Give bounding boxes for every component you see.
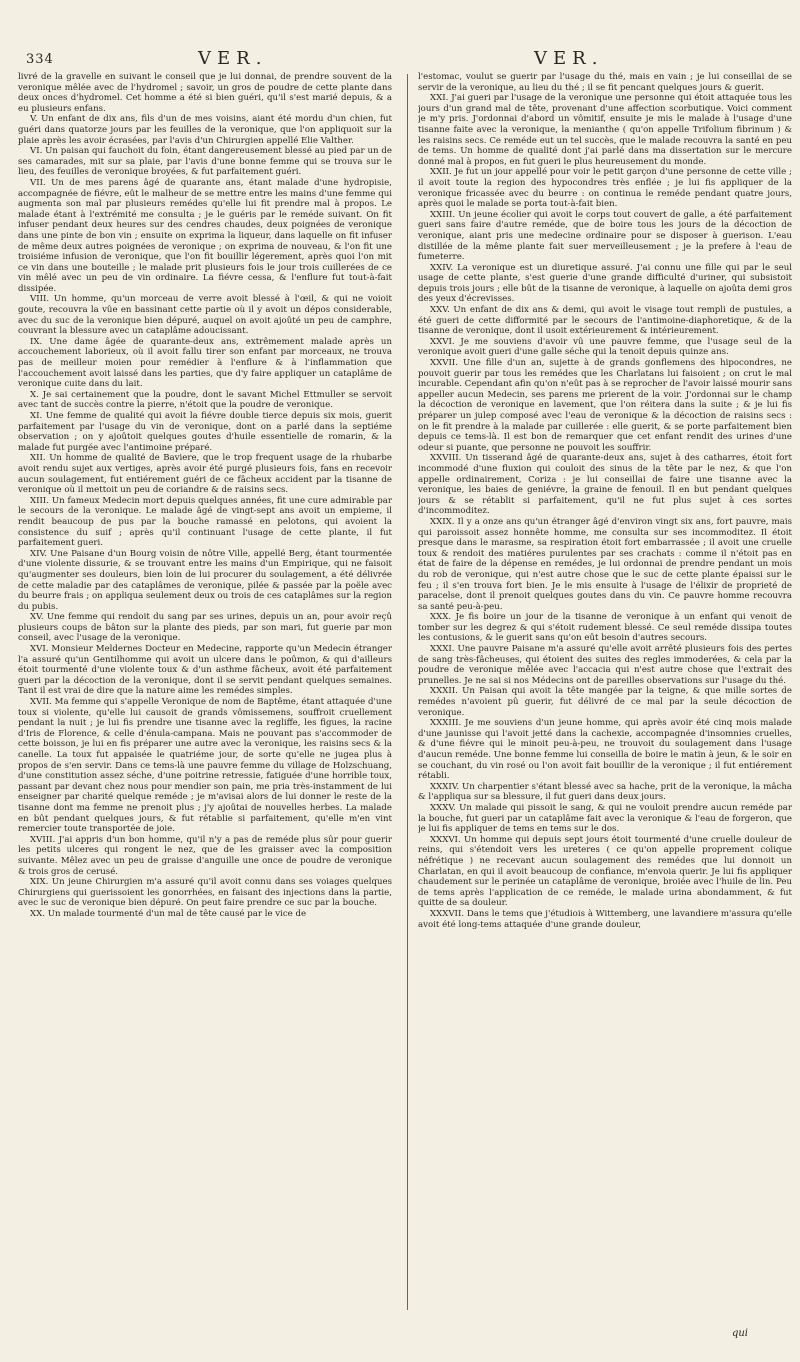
left-column bbox=[18, 72, 392, 1312]
paragraph: XIX. Un jeune Chirurgien m'a assuré qu'il avoit connu dans ses voiages quelques Chirurgiens qui guerissoient les gonorrhées, en faisant des injections dans la partie, avec le suc de veronique bien dépuré. On peut faire prendre ce suc par la bouche. bbox=[18, 877, 392, 909]
paragraph: XVII. Ma femme qui s'appelle Veronique de nom de Baptême, étant attaquée d'une toux si violente, qu'elle lui causoit de grands vômissemens, souffroit cruellement pendant la nuit ; je lui fis prendre une tisanne avec la regliffe, les figues, la racine d'Iris de Florence, & celle d'énula-campana. Mais ne pouvant pas s'accommoder de cette boisson, je lui en fis préparer une autre avec la veronique, les raisins secs & la canelle. La toux fut appaisée le quatriéme jour, de sorte qu'elle ne jugea plus à propos de s'en servir. Dans ce tems-là une pauvre femme du village de Holzschuang, d'une constitution assez séche, d'une poitrine retressie, fatiguée d'une horrible toux, passant par devant chez nous pour mendier son pain, me pria très-instamment de lui enseigner par charité quelque reméde ; je m'avisai alors de lui donner le reste de la tisanne dont ma femme ne prenoit plus ; j'y ajoûtai de nouvelles herbes. La malade en bût pendant quelques jours, & fut rétablie si parfaitement, qu'elle m'en vint remercier toute transportée de joie. bbox=[18, 697, 392, 835]
paragraph: XXXII. Un Paisan qui avoit la tête mangée par la teigne, & que mille sortes de remédes n'avoient pû guerir, fut délivré de ce mal par la seule décoction de veronique. bbox=[418, 686, 792, 718]
paragraph: XIII. Un fameux Medecin mort depuis quelques années, fit une cure admirable par le secours de la veronique. Le malade âgé de vingt-sept ans avoit un empieme, il rendit beaucoup de pus par la bouche ramassé en pelotons, qui avoient la consistence du suif ; après qu'il continuant l'usage de cette plante, il fut parfaitement gueri. bbox=[18, 495, 392, 549]
paragraph: XVIII. J'ai appris d'un bon homme, qu'il n'y a pas de reméde plus sûr pour guerir les petits ulceres qui rongent le nez, que de les graisser avec la composition suivante. Mêlez avec un peu de graisse d'anguille une once de poudre de veronique & trois gros de cerusé. bbox=[18, 834, 392, 877]
paragraph: IX. Une dame âgée de quarante-deux ans, extrêmement malade après un accouchement laborieux, où il avoit fallu tirer son enfant par morceaux, ne trouva pas de meilleur moien pour remédier à l'enflure & à l'inflammation que l'accouchement avoit laissé dans les parties, que d'y faire appliquer un cataplâme de veronique cuite dans du lait. bbox=[18, 336, 392, 390]
paragraph: livré de la gravelle en suivant le conseil que je lui donnai, de prendre souvent de la veronique mêlée avec de l'hydromel ; savoir, un gros de poudre de cette plante dans deux onces d'hydromel. Cet homme a été si bien guéri, qu'il s'est marié depuis, & a eu plusieurs enfans. bbox=[18, 72, 392, 114]
paragraph: XXVI. Je me souviens d'avoir vû une pauvre femme, que l'usage seul de la veronique avoit gueri d'une galle séche qui la tenoit depuis quinze ans. bbox=[418, 336, 792, 358]
paragraph: XVI. Monsieur Meldernes Docteur en Medecine, rapporte qu'un Medecin étranger l'a assuré qu'un Gentilhomme qui avoit un ulcere dans le poûmon, & qui d'ailleurs étoit tourmenté d'une violente toux & d'un asthme fâcheux, avoit été parfaitement gueri par la décoction de la veronique, dont il se servit pendant quelques semaines. Tant il est vrai de dire que la nature aime les remédes simples. bbox=[18, 644, 392, 697]
catchword: qui bbox=[731, 1328, 748, 1339]
paragraph: XXI. J'ai gueri par l'usage de la veronique une personne qui étoit attaquée tous les jours d'un grand mal de tête, provenant d'une affection scorbutique. Voici comment je m'y pris. J'ordonnai d'abord un vômitif, ensuite je mis le malade à l'usage d'une tisanne faite avec la veronique, la menianthe ( qu'on appelle Trifolium fibrinum ) & les raisins secs. Ce reméde eut un tel succès, que le malade recouvra la santé en peu de tems. Un homme de qualité dont j'ai parlé dans ma dissertation sur le mercure donné mal à propos, en fut gueri le plus heureusement du monde. bbox=[418, 93, 792, 167]
paragraph: XII. Un homme de qualité de Baviere, que le trop frequent usage de la rhubarbe avoit rendu sujet aux vertiges, après avoir été purgé plusieurs fois, fans en recevoir aucun soulagement, fut entiérement guéri de ce fâcheux accident par la tisanne de veronique où il mettoit un peu de coriandre & de raisins secs. bbox=[18, 453, 392, 496]
paragraph: X. Je sai certainement que la poudre, dont le savant Michel Ettmuller se servoit avec tant de succès contre la pierre, n'étoit que la poudre de veronique. bbox=[18, 389, 392, 411]
paragraph: XXIX. Il y a onze ans qu'un étranger âgé d'environ vingt six ans, fort pauvre, mais qui paroissoit assez honnête homme, me consulta sur ses incommoditez. Il étoit presque dans le marasme, sa respiration étoit fort embarrassée ; il avoit une cruelle toux & rendoit des matiéres purulentes par ses crachats : comme il n'étoit pas en état de faire de la dépense en remédes, je lui ordonnai de prendre pendant un mois du rob de veronique, qui n'est autre chose que le suc de cette plante épaissi sur le feu ; il s'en trouva fort bien. Je le mis ensuite à l'usage de l'élixir de proprieté de paracelse, dont il prenoit quelques goutes dans du vin. Ce pauvre homme recouvra sa santé peu-à-peu. bbox=[418, 516, 792, 612]
paragraph: XXII. Je fut un jour appellé pour voir le petit garçon d'une personne de cette ville ; il avoit toute la region des hypocondres très enflée ; je lui fis appliquer de la veronique fricassée avec du beurre : on continua le reméde pendant quatre jours, après quoi le malade se porta tout-à-fait bien. bbox=[418, 167, 792, 210]
paragraph: XXVIII. Un tisserand âgé de quarante-deux ans, sujet à des catharres, étoit fort incommodé d'une fluxion qui couloit des sinus de la tête par le nez, & que l'on appelle ordinairement, Coriza : je lui conseillai de faire une tisanne avec la veronique, les baies de geniévre, la graine de fenouil. Il en but pendant quelques jours & se rétablit si parfaitement, qu'il ne fut plus sujet à ces sortes d'incommoditez. bbox=[418, 453, 792, 517]
running-head-right: VER. bbox=[534, 48, 604, 69]
paragraph: XV. Une femme qui rendoit du sang par ses urines, depuis un an, pour avoir reçû plusieurs coups de bâton sur la plante des pieds, par son mari, fut guerie par mon conseil, avec l'usage de la veronique. bbox=[18, 612, 392, 644]
paragraph: VIII. Un homme, qu'un morceau de verre avoit blessé à l'œil, & qui ne voioit goute, recouvra la vûe en bassinant cette partie où il y avoit un dépos considerable, avec du suc de la veronique bien dépuré, auquel on avoit ajoûté un peu de camphre, couvrant la blessure avec un cataplâme adoucissant. bbox=[18, 294, 392, 337]
paragraph: XXVII. Une fille d'un an, sujette à de grands gonflemens des hipocondres, ne pouvoit guerir par tous les remédes que les Charlatans lui faisoient ; on crut le mal incurable. Cependant afin qu'on n'eût pas à se reprocher de l'avoir laissé mourir sans appeller aucun Medecin, ses parens me prierent de la voir. J'ordonnai sur le champ la décoction de veronique en lavement, que l'on réitera dans la suite ; & je lui fis préparer un julep composé avec l'eau de veronique & la décoction de raisins secs : on le fit prendre à la malade par cuillerée : elle guerit, & se porte parfaitement bien depuis ce tems-là. Il est bon de remarquer que cet enfant rendit des urines d'une odeur si puante, que personne ne pouvoit les souffrir. bbox=[418, 358, 792, 453]
paragraph: XI. Une femme de qualité qui avoit la fiévre double tierce depuis six mois, guerit parfaitement par l'usage du vin de veronique, dont on a parlé dans la septiéme observation ; on y ajoûtoit quelques goutes d'huile essentielle de romarin, & la malade fut purgée avec l'antimoine préparé. bbox=[18, 411, 392, 453]
paragraph: VI. Un paisan qui fauchoit du foin, étant dangereusement blessé au pied par un de ses camarades, mit sur sa plaie, par l'avis d'une bonne femme qui se trouva sur le lieu, des feuilles de veronique broyées, & fut parfaitement guéri. bbox=[18, 146, 392, 178]
paragraph: XIV. Une Paisane d'un Bourg voisin de nôtre Ville, appellé Berg, étant tourmentée d'une violente dissurie, & se trouvant entre les mains d'un Empirique, qui ne faisoit qu'augmenter ses douleurs, bien loin de lui procurer du soulagement, a été délivrée de cette maladie par des cataplâmes de veronique, pilée & passée par la poële avec du beurre frais ; on appliqua seulement deux ou trois de ces cataplâmes sur la region du pubis. bbox=[18, 548, 392, 612]
running-head-left: VER. bbox=[198, 48, 268, 69]
right-column bbox=[418, 72, 792, 1312]
paragraph: XXXIII. Je me souviens d'un jeune homme, qui après avoir été cinq mois malade d'une jaunisse qui l'avoit jetté dans la cachexie, accompagnée d'insomnies cruelles, & d'une fiévre qui le minoit peu-à-peu, ne trouvoit du soulagement dans l'usage d'aucun reméde. Une bonne femme lui conseilla de boire le matin à jeun, & le soir en se couchant, du vin rosé ou l'on avoit fait bouillir de la veronique ; il fut entiérement rétabli. bbox=[418, 718, 792, 782]
paragraph: VII. Un de mes parens âgé de quarante ans, étant malade d'une hydropisie, accompagnée de fiévre, eût le malheur de se mettre entre les mains d'une femme qui augmenta son mal par plusieurs remédes qu'elle lui fit prendre mal à propos. Le malade étant à l'extrémité me consulta ; je le guéris par le reméde suivant. On fit infuser pendant deux heures sur des cendres chaudes, deux poignées de veronique dans une pinte de bon vin ; ensuite on exprima la liqueur, dans laquelle on fit infuser de même deux autres poignées de veronique ; on exprima de nouveau, & l'on fit une troisiéme infusion de veronique, que l'on fit bouillir légerement, après quoi l'on mit ce vin dans une bouteille ; le malade prit plusieurs fois le jour trois cuillerées de ce vin mêlé avec un peu de vin ordinaire. La fiévre cessa, & l'enflure fut tout-à-fait dissipée. bbox=[18, 177, 392, 294]
paragraph: XXXVI. Un homme qui depuis sept jours étoit tourmenté d'une cruelle douleur de reins, qui s'étendoit vers les ureteres ( ce qu'on appelle proprement colique néfrétique ) ne recevant aucun soulagement des remédes que lui donnoit un Charlatan, en qui il avoit beaucoup de confiance, m'envoia querir. Je lui fis appliquer chaudement sur le perinée un cataplâme de veronique, broiée avec l'huile de lin. Peu de tems après l'application de ce reméde, le malade urina abondamment, & fut quitte de sa douleur. bbox=[418, 834, 792, 909]
paragraph: l'estomac, voulut se guerir par l'usage du thé, mais en vain ; je lui conseillai de se servir de la veronique, au lieu du thé ; il se fit pencant quelques jours & guerit. bbox=[418, 72, 792, 93]
paragraph: XXX. Je fis boire un jour de la tisanne de veronique à un enfant qui venoit de tomber sur les degrez & qui s'étoit rudement blessé. Ce seul reméde dissipa toutes les contusions, & le guerit sans qu'on eût besoin d'autres secours. bbox=[418, 612, 792, 644]
paragraph: XXXIV. Un charpentier s'étant blessé avec sa hache, prit de la veronique, la mâcha & l'appliqua sur sa blessure, il fut gueri dans deux jours. bbox=[418, 781, 792, 803]
page-number: 334 bbox=[26, 52, 54, 67]
paragraph: XXIV. La veronique est un diuretique assuré. J'ai connu une fille qui par le seul usage de cette plante, s'est guerie d'une grande difficulté d'uriner, qui subsistoit depuis trois jours ; elle bût de la tisanne de veronique, à laquelle on ajoûta demi gros des yeux d'écrevisses. bbox=[418, 262, 792, 305]
paragraph: XXXI. Une pauvre Paisane m'a assuré qu'elle avoit arrêté plusieurs fois des pertes de sang très-fâcheuses, qui étoient des suites des regles immoderées, & cela par la poudre de veronique mêlée avec l'accacia qui n'est autre chose que l'extrait des prunelles. Je ne sai si nos Médecins ont de pareilles observations sur l'usage du thé. bbox=[418, 644, 792, 686]
paragraph: XXV. Un enfant de dix ans & demi, qui avoit le visage tout rempli de pustules, a été gueri de cette difformité par le secours de l'antimoine-diaphoretique, & de la tisanne de veronique, dont il usoit extérieurement & intérieurement. bbox=[418, 305, 792, 337]
paragraph: XXXV. Un malade qui pissoit le sang, & qui ne vouloit prendre aucun reméde par la bouche, fut gueri par un cataplâme fait avec la veronique & l'eau de forgeron, que je lui fis appliquer de tems en tems sur le dos. bbox=[418, 802, 792, 835]
paragraph: XXXVII. Dans le tems que j'étudiois à Wittemberg, une lavandiere m'assura qu'elle avoit été long-tems attaquée d'une grande douleur, bbox=[418, 908, 792, 930]
paragraph: V. Un enfant de dix ans, fils d'un de mes voisins, aiant été mordu d'un chien, fut guéri dans quatorze jours par les feuilles de la veronique, que l'on appliquoit sur la plaie après les avoir écrasées, par l'avis d'un Chirurgien appellé Elie Valther. bbox=[18, 114, 392, 146]
paragraph: XX. Un malade tourmenté d'un mal de tête causé par le vice de bbox=[30, 908, 307, 919]
column-rule bbox=[407, 74, 408, 1310]
paragraph: XXIII. Un jeune écolier qui avoit le corps tout couvert de galle, a été parfaitement gueri sans faire d'autre reméde, que de boire tous les jours de la décoction de veronique, aiant pris une medecine ordinaire pour se disposer à guerison. L'eau distillée de la même plante fait suer merveilleusement ; je la prefere à l'eau de fumeterre. bbox=[418, 209, 792, 263]
